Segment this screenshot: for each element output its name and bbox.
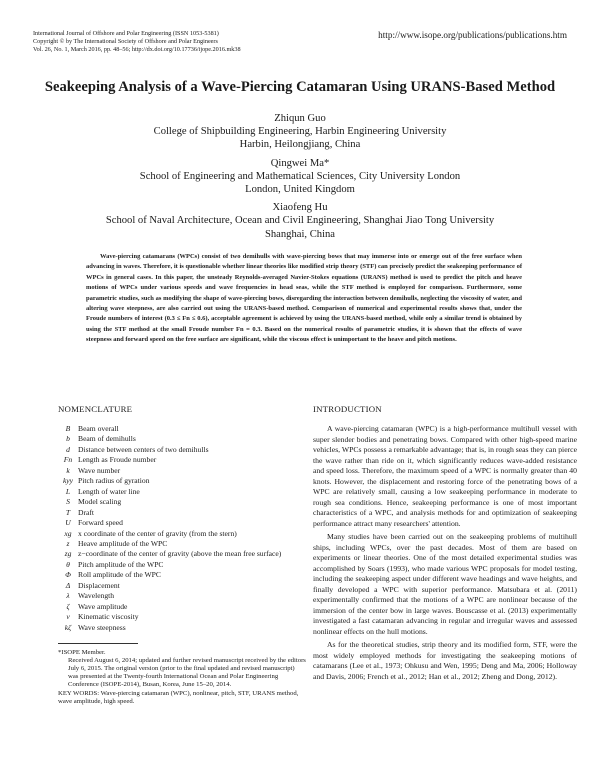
nomenclature-symbol: ν (66, 612, 70, 622)
nomenclature-row (58, 529, 303, 539)
nomenclature-definition: Length as Froude number (78, 455, 157, 465)
nomenclature-symbol: T (65, 507, 71, 517)
nomenclature-definition: Wave amplitude (78, 601, 128, 611)
copyright-line: Copyright © by The International Society of Offshore and Polar Engineers (33, 38, 218, 46)
nomenclature-definition: Forward speed (78, 518, 123, 528)
nomenclature-symbol: d (66, 444, 70, 454)
publisher-url[interactable]: http://www.isope.org/publications/publications.htm (378, 30, 567, 40)
journal-line: International Journal of Offshore and Polar Engineering (ISSN 1053-5381) (33, 30, 219, 37)
introduction-heading: INTRODUCTION (313, 404, 382, 414)
nomenclature-row (58, 424, 303, 434)
footnotes (58, 649, 306, 706)
nomenclature-symbol: L (65, 486, 71, 496)
author-location: Shanghai, China (264, 228, 336, 240)
author-affiliation: School of Engineering and Mathematical Sciences, City University London (139, 170, 461, 182)
nomenclature-symbol: Φ (65, 570, 71, 580)
nomenclature-definition: Beam overall (78, 424, 119, 433)
nomenclature-definition: Length of water line (78, 486, 140, 496)
nomenclature-row (58, 612, 303, 622)
nomenclature-row (58, 508, 303, 518)
nomenclature-definition: Pitch radius of gyration (78, 476, 150, 486)
volume-line: Vol. 26, No. 1, March 2016, pp. 48–56; http://dx.doi.org/10.17736/ijope.2016.mk38 (33, 46, 241, 54)
left-column (58, 404, 306, 706)
author-block (20, 112, 580, 152)
author-block (20, 157, 580, 197)
nomenclature-row (58, 591, 303, 601)
nomenclature-symbol: θ (66, 559, 70, 569)
keywords-footnote: KEY WORDS: Wave-piercing catamaran (WPC), nonlinear, pitch, STF, URANS method, wave amplitude, high speed. (58, 689, 299, 705)
member-footnote: *ISOPE Member. (58, 649, 106, 657)
nomenclature-definition: Roll amplitude of the WPC (78, 570, 161, 580)
nomenclature-definition: Pitch amplitude of the WPC (78, 559, 164, 569)
nomenclature-definition: Distance between centers of two demihulls (78, 444, 209, 454)
abstract: Wave-piercing catamarans (WPCs) consist of two demihulls with wave-piercing bows that may immerse into or emerge out of the free surface when advancing in waves. Therefore, it is questionable whether linear theories like modified strip theory (STF) can precisely predict the seakeeping performance of WPCs in general cases. In this paper, the unsteady Reynolds-averaged Navier-Stokes equations (URANS) method is used to predict the pitch and heave motions of WPCs under various speeds and wave frequencies in head seas, while the STF method is employed for comparison. Furthermore, some parametric studies, such as modifying the shape of wave-piercing bows, disregarding the interaction between demihulls, neglecting the viscosity of water, and altering wave steepness, are also carried out using the URANS-based method. Comparison of numerical and experimental results shows that, under the Froude numbers of interest (0.3 ≤ Fn ≤ 0.6), acceptable agreement is achieved by using the URANS-based method, while only a similar trend is obtained by using the STF method at the small Froude number Fn = 0.3. Based on the numerical results of parametric studies, it is shown that the effects of wave steepness and forward speed on the free surface are significant, while the viscous effect is unimportant to the heave and pitch motions. (86, 253, 522, 344)
nomenclature-symbol: Δ (65, 580, 71, 590)
author-affiliation: College of Shipbuilding Engineering, Harbin Engineering University (153, 126, 447, 138)
nomenclature-symbol: S (66, 497, 70, 507)
author-name: Qingwei Ma* (270, 157, 330, 169)
intro-paragraph: As for the theoretical studies, strip theory and its modified form, STF, were the most widely employed methods for investigating the seakeeping motions of catamarans (Lee et al., 1973; Ohkusu and Wen, 1995; Deng and Ma, 2006; Holloway and Davis, 2006; French et al., 2012; Han et al., 2012; Zheng and Dong, 2012). (313, 640, 577, 681)
author-affiliation: School of Naval Architecture, Ocean and Civil Engineering, Shanghai Jiao Tong University (105, 215, 495, 227)
nomenclature-definition: Wave steepness (78, 622, 126, 632)
nomenclature-definition: Model scaling (78, 497, 122, 507)
nomenclature-row (58, 560, 303, 570)
nomenclature-list (58, 424, 303, 633)
author-name: Zhiqun Guo (274, 113, 326, 124)
nomenclature-symbol: k (66, 465, 70, 475)
nomenclature-definition: Kinematic viscosity (78, 612, 139, 622)
author-name: Xiaofeng Hu (272, 202, 328, 214)
paper-title: Seakeeping Analysis of a Wave-Piercing Catamaran Using URANS-Based Method (44, 79, 556, 95)
nomenclature-row (58, 570, 303, 580)
nomenclature-symbol: kyy (62, 476, 74, 486)
author-location: London, United Kingdom (245, 184, 355, 196)
nomenclature-symbol: zg (64, 549, 72, 559)
nomenclature-row (58, 497, 303, 507)
introduction-body (313, 424, 577, 682)
nomenclature-symbol: λ (66, 591, 70, 601)
nomenclature-definition: Beam of demihulls (78, 434, 136, 444)
nomenclature-row (58, 581, 303, 591)
nomenclature-row (58, 518, 303, 528)
intro-paragraph: Many studies have been carried out on the seakeeping problems of multihull ships, including WPCs, over the past decades. Most of them are based on experiments or linear theories. One of the most detailed experimental studies was accomplished by Soars (1993), who made various WPC proposals for model testing, including the seakeeping aspect under different wave headings and wave heights, and finally developed a WPC with superior performance. Matsubara et al. (2011) experimentally confirmed that the motions of a WPC are nonlinear because of the immersion of the center bow in large waves. Bouscasse et al. (2013) experimentally investigated a fast catamaran advancing in regular and irregular waves and assessed nonlinear effects on the hull motions. (313, 532, 577, 636)
nomenclature-row (58, 623, 303, 633)
footnote-divider (58, 643, 138, 644)
nomenclature-definition: Wavelength (78, 591, 115, 601)
intro-paragraph: A wave-piercing catamaran (WPC) is a high-performance multihull vessel with super slender bodies and penetrating bows. Compared with other high-speed marine vehicles, WPCs possess a remarkable advantage; that is, in rough seas they can pierce the wave rather than ride on it, which significantly reduces wave-added resistance and speed loss. Therefore, the maximum speed of a WPC is normally greater than 40 knots. However, the displacement and restoring force of the penetrating bows of a WPC are relatively small, causing a low seakeeping performance in moderate to rough sea conditions. Hence, seakeeping performance is one of most important characteristics of a WPC, and analysis methods for and optimization of seakeeping performance attract many researchers' attention. (313, 424, 577, 528)
journal-header (33, 30, 333, 55)
author-block (20, 201, 580, 241)
nomenclature-definition: x coordinate of the center of gravity (from the stern) (78, 528, 237, 538)
nomenclature-row (58, 487, 303, 497)
nomenclature-symbol: xg (64, 528, 72, 538)
author-list (20, 112, 580, 246)
received-footnote: Received August 6, 2014; updated and further revised manuscript received by the editors July 6, 2015. The original version (prior to the final updated and revised manuscript) was presented at the Twenty-fourth International Ocean and Polar Engineering Conference (ISOPE-2014), Busan, Korea, June 15–20, 2014. (68, 657, 306, 689)
nomenclature-symbol: U (65, 518, 71, 528)
nomenclature-row (58, 602, 303, 612)
nomenclature-symbol: ζ (66, 601, 70, 611)
nomenclature-row (58, 455, 303, 465)
nomenclature-symbol: b (66, 434, 70, 444)
author-location: Harbin, Heilongjiang, China (239, 139, 361, 151)
nomenclature-definition: Displacement (78, 580, 120, 590)
nomenclature-row (58, 434, 303, 444)
nomenclature-definition: z−coordinate of the center of gravity (above the mean free surface) (78, 549, 282, 559)
nomenclature-row (58, 539, 303, 549)
nomenclature-heading: NOMENCLATURE (58, 404, 133, 414)
nomenclature-definition: Draft (78, 507, 95, 517)
nomenclature-row (58, 476, 303, 486)
nomenclature-symbol: Fn (63, 455, 73, 465)
nomenclature-row (58, 466, 303, 476)
right-column (313, 404, 577, 685)
nomenclature-symbol: B (65, 424, 71, 433)
nomenclature-row (58, 549, 303, 559)
nomenclature-row (58, 445, 303, 455)
nomenclature-definition: Wave number (78, 465, 121, 475)
nomenclature-symbol: z (66, 538, 70, 548)
nomenclature-definition: Heave amplitude of the WPC (78, 538, 168, 548)
nomenclature-symbol: kζ (64, 622, 72, 632)
